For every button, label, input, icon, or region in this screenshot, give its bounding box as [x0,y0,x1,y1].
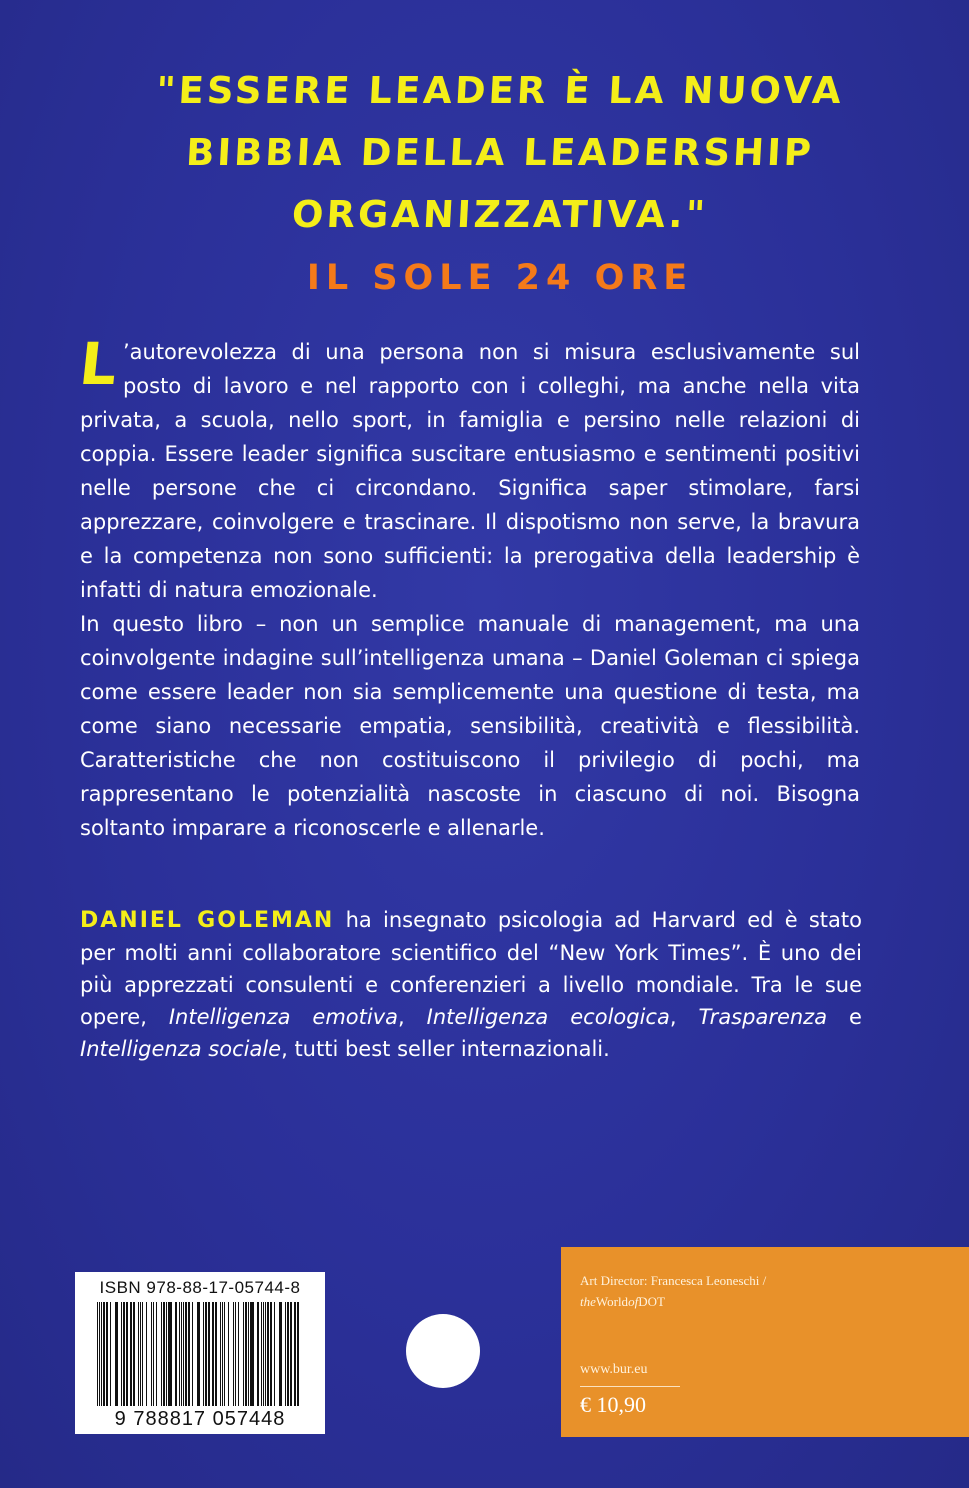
price: € 10,90 [580,1392,646,1417]
description-paragraph-1 [76,330,860,607]
book-title-2: Intelligenza ecologica [426,1005,670,1029]
ean-number: 9 788817 057448 [114,1408,286,1430]
isbn-label: ISBN 978-88-17-05744-8 [99,1278,301,1297]
drop-cap: L [76,330,121,398]
book-title-4: Intelligenza sociale [80,1037,282,1061]
studio-credit [580,1291,766,1312]
book-title-3: Trasparenza [698,1005,828,1029]
barcode-icon [97,1302,303,1406]
author-name: DANIEL GOLEMAN [80,908,335,933]
credits [580,1270,766,1312]
publisher-website: www.bur.eu [580,1362,648,1377]
quote-line-1: "ESSERE LEADER È LA NUOVA [155,69,845,112]
author-bio [80,904,862,1065]
studio-world: World [595,1294,629,1309]
studio-of: of [628,1294,639,1309]
barcode-box [75,1272,325,1434]
bio-separator: , [669,1005,699,1029]
description-paragraph-1-text: ’autorevolezza di una persona non si misura esclusivamente sul posto di lavoro e nel rapporto con i colleghi, ma anche nella vita privata, a scuola, nello sport, in famiglia e persino nelle relazioni di coppia. Essere leader significa suscitare entusiasmo e sentimenti positivi nelle persone che ci circondano. Significa saper stimolare, farsi apprezzare, coinvolgere e trascinare. Il dispotismo non serve, la bravura e la competenza non sono sufficienti: la prerogativa della leadership è infatti di natura emozionale. [80,340,860,602]
review-quote [90,60,910,310]
quote-source: IL SOLE 24 ORE [306,258,694,298]
description-paragraph-2: In questo libro – non un semplice manuale di management, ma una coinvolgente indagine sull’intelligenza umana – Daniel Goleman ci spiega come essere leader non sia semplicemente una questione di testa, ma come siano necessarie empatia, sensibilità, creatività e flessibilità. Caratteristiche che non costituiscono il privilegio di pochi, ma rappresentano le potenzialità nascoste in ciascuno di noi. Bisogna soltanto imparare a riconoscerle e allenarle. [80,612,860,840]
quote-line-2: BIBBIA DELLA LEADERSHIP [185,131,816,174]
white-dot [406,1314,480,1388]
price-divider [580,1386,680,1387]
bio-text-2: , tutti best seller internazionali. [281,1037,610,1061]
bio-separator: , [398,1005,427,1029]
book-description [76,330,860,845]
studio-the: the [580,1294,596,1309]
bio-text-1: ha insegnato psicologia ad Harvard ed è stato per molti anni collaboratore scientifico del “New York Times”. È uno dei più apprezzati consulenti e conferenzieri a livello mondiale. Tra le sue opere, [80,908,862,1029]
studio-dot: DOT [638,1294,665,1309]
art-director-credit: Art Director: Francesca Leoneschi / [580,1273,767,1288]
quote-line-3: ORGANIZZATIVA." [290,193,710,236]
book-title-1: Intelligenza emotiva [168,1005,399,1029]
bio-separator: e [827,1005,862,1029]
